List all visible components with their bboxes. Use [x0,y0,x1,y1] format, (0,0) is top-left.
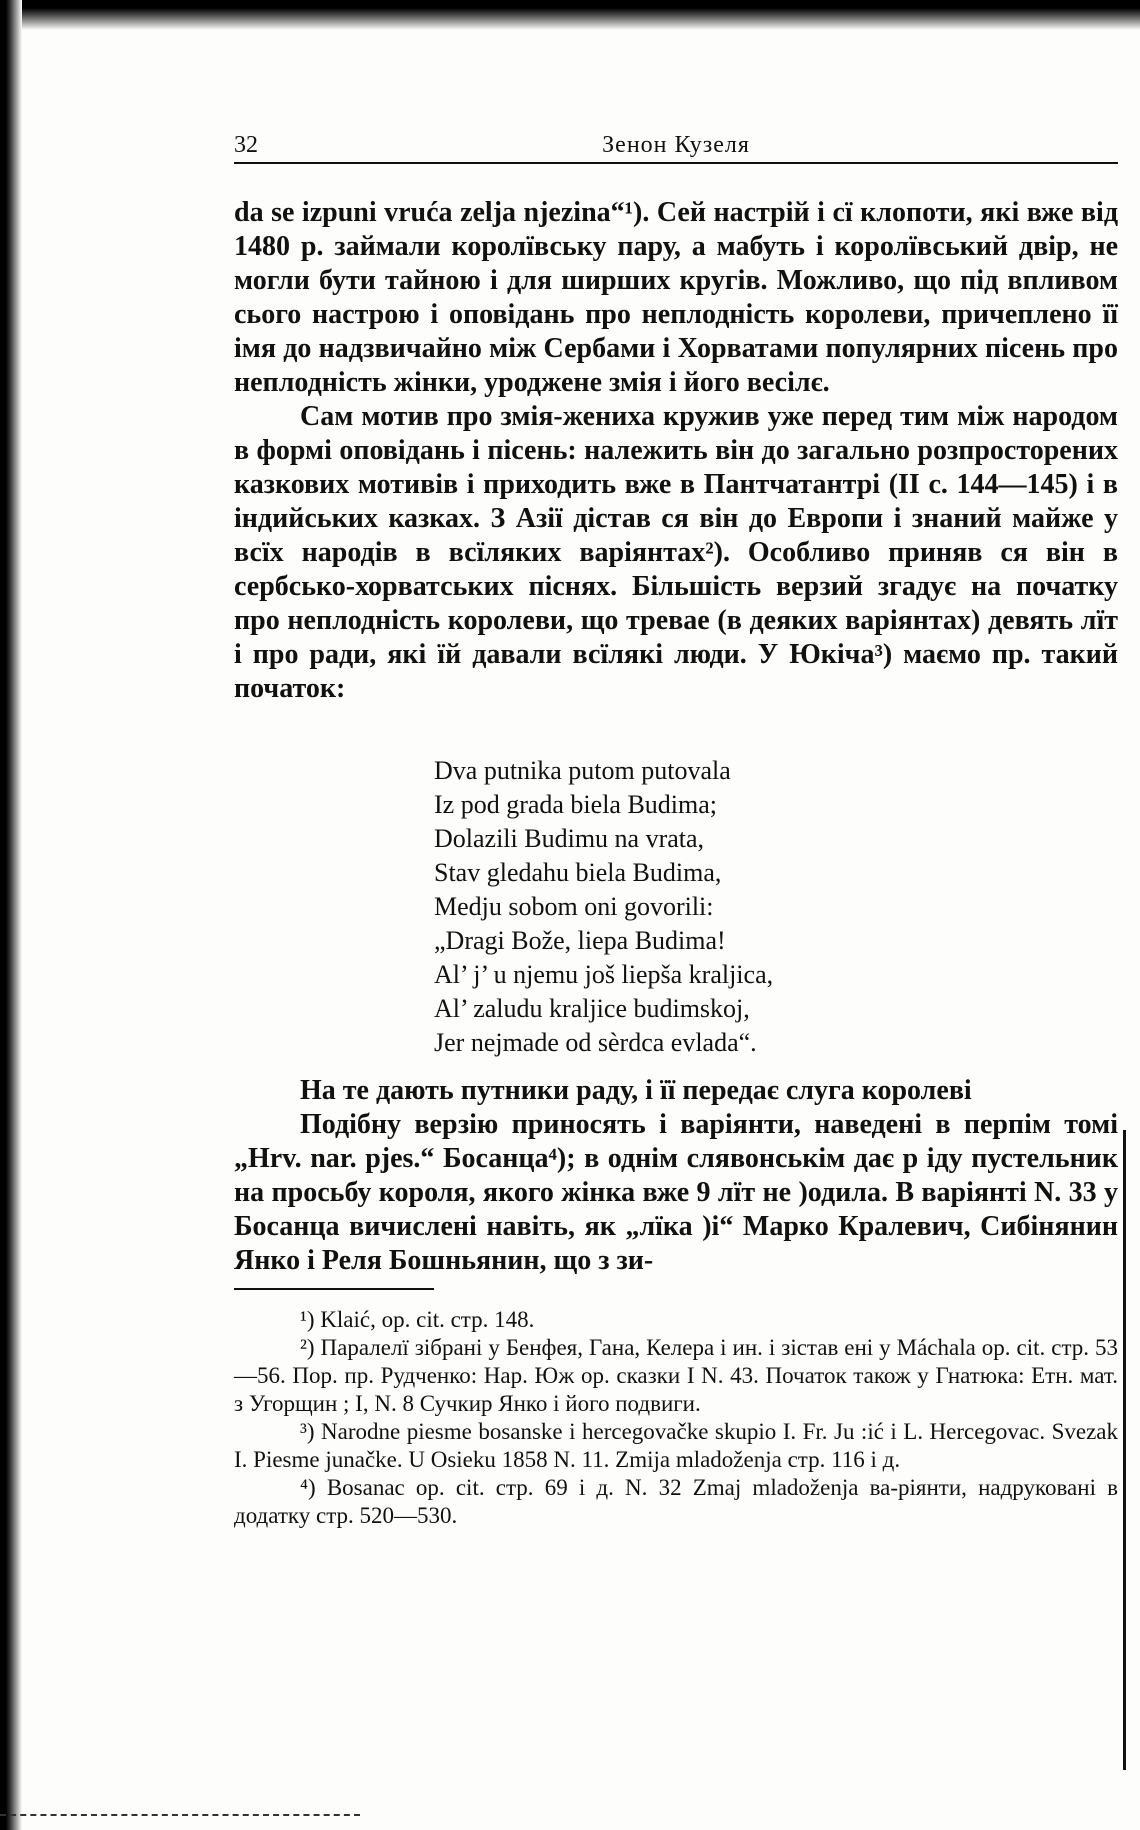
running-head [234,132,1118,164]
paragraph-4: Подібну верзію приносять і варіянти, наведені в перпім томі „Hrv. nar. pjes.“ Босанца⁴); в однім слявонськім дає р іду пустельник на просьбу короля, якого жінка вже 9 лїт не )одила. В варіянті N. 33 у Босанца вичислені навіть, як „лїка )і“ Марко Кралевич, Сибінянин Янко і Реля Бошньянин, що з зи- [234,1109,1118,1276]
main-text-continued [234,1074,1118,1278]
footnote-2: ²) Паралелї зібрані у Бенфея, Гана, Келера і ин. і зістав ені у Máchala op. cit. стр. 53—56. Пор. пр. Рудченко: Нар. Юж ор. сказки I N. 43. Початок також у Гнатюка: Етн. мат. з Угорщин ; I, N. 8 Сучкир Янко і його подвиги. [234,1335,1118,1416]
paragraph-1: da se izpuni vruća zelja njezina“¹). Сей настрій і сї клопоти, які вже від 1480 р. займали королївську пару, а мабуть і королївський двір, не могли бути тайною і для ширших кругів. Можливо, що під впливом сього настрою і оповідань про неплодність королеви, причеплено її імя до надзвичайно між Сербами і Хорватами популярних пісень про неплодність жінки, уроджене змія і його весілє. [234,197,1118,398]
scan-left-edge [0,0,22,1830]
poem-line: Iz pod grada biela Budima; [434,790,718,819]
poem-line: Medju sobom oni govorili: [434,892,714,921]
paragraph-3: На те дають путники раду, і її передає слуга королеві [300,1075,972,1106]
running-head-title: Зенон Кузеля [602,132,750,158]
scan-right-mark [1123,1130,1126,1770]
main-text [234,196,1118,706]
poem-line: Dva putnika putom putovala [434,756,731,785]
scan-top-edge [0,0,1140,30]
footnote-4: ⁴) Bosanac op. cit. стр. 69 і д. N. 32 Zmaj mladoženja ва-ріянти, надруковані в додатку стр. 520—530. [234,1475,1118,1528]
poem-line: Al’ zaludu kraljice budimskoj, [434,994,750,1023]
scan-bottom-dash [0,1814,360,1816]
footnote-rule [234,1288,434,1290]
poem-line: Stav gledahu biela Budima, [434,858,722,887]
poem-line: Al’ j’ u njemu još liepša kraljica, [434,960,774,989]
footnote-3: ³) Narodne piesme bosanske i hercegovačke skupio I. Fr. Ju :ić i L. Hercegovac. Svezak I. Piesme junačke. U Osieku 1858 N. 11. Zmija mladoženja стр. 116 і д. [234,1419,1118,1472]
footnote-1: ¹) Klaić, op. cit. стр. 148. [300,1307,535,1332]
paragraph-2: Сам мотив про змія-жениха кружив уже перед тим між народом в формі оповідань і пісень: належить він до загально розпросторених казкових мотивів і приходить вже в Пантчатантрі (II с. 144—145) і в індийських казках. З Азії дістав ся він до Европи і знаний майже у всїх народів в всїляких варіянтах²). Особливо приняв ся він в сербсько-хорватських піснях. Більшість верзий згадує на початку про неплодність королеви, що тревае (в деяких варіянтах) девять лїт і про ради, які їй давали всїлякі люди. У Юкіча³) маємо пр. такий початок: [234,401,1118,704]
footnotes [234,1306,1118,1530]
poem-line: Jer nejmade od sèrdca evlada“. [434,1028,757,1057]
poem-line: „Dragi Bože, liepa Budima! [434,926,726,955]
poem-line: Dolazili Budimu na vrata, [434,824,705,853]
page-number: 32 [234,132,258,158]
poem-quote [434,754,1034,1060]
